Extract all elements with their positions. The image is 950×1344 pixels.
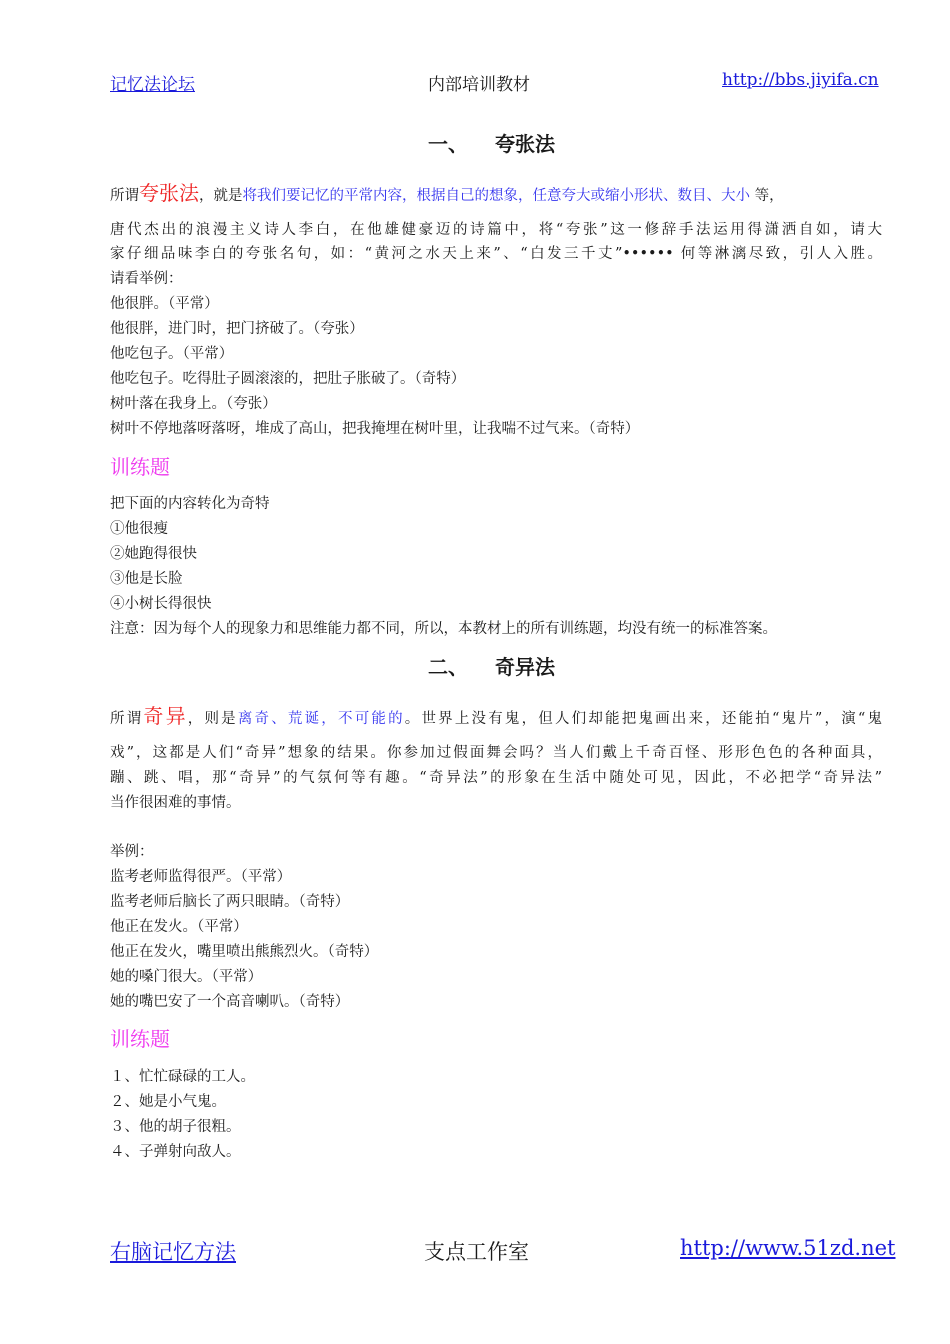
training-item: ３、他的胡子很粗。: [110, 1119, 241, 1135]
header-url-link[interactable]: http://bbs.jiyifa.cn: [722, 70, 879, 90]
section2-number: 二、: [428, 655, 468, 679]
training-item: ②她跑得很快: [110, 546, 197, 562]
section2-title: 奇异法: [495, 655, 555, 679]
example-line: 她的嗓门很大。（平常）: [110, 969, 263, 985]
example-line: 监考老师后脑长了两只眼睛。（奇特）: [110, 894, 350, 910]
section1-title: 夸张法: [495, 132, 555, 156]
section2-paragraph-line: 蹦、跳、唱，那“奇异”的气氛何等有趣。“奇异法”的形象在生活中随处可见，因此，不必把学“奇异法”: [110, 770, 882, 786]
section2-heading: [428, 651, 555, 680]
section1-number: 一、: [428, 132, 468, 156]
training-item: ③他是长脸: [110, 571, 183, 587]
example-line: 监考老师监得很严。（平常）: [110, 869, 292, 885]
intro-suffix: 等，: [750, 188, 784, 204]
training-intro: 把下面的内容转化为奇特: [110, 496, 270, 512]
intro-prefix: 所谓: [110, 188, 139, 204]
term-definition: 将我们要记忆的平常内容，根据自己的想象，任意夸大或缩小形状、数目、大小: [242, 188, 750, 204]
intro-rest: 。世界上没有鬼，但人们却能把鬼画出来，还能拍“鬼片”，演“鬼: [404, 711, 883, 727]
intro-prefix: 所谓: [110, 711, 144, 727]
example-line: 他吃包子。（平常）: [110, 346, 234, 362]
section2-paragraph-line: 戏”，这都是人们“奇异”想象的结果。你参加过假面舞会吗？当人们戴上千奇百怪、形形色色的各种面具，: [110, 745, 882, 761]
term-qiyi: 奇异: [143, 704, 188, 728]
example-line: 他很胖，进门时，把门挤破了。（夸张）: [110, 321, 364, 337]
section1-training-title: 训练题: [110, 455, 170, 479]
example-line: 树叶不停地落呀落呀，堆成了高山，把我掩埋在树叶里，让我喘不过气来。（奇特）: [110, 421, 640, 437]
section1-example-label: 请看举例：: [110, 271, 183, 287]
example-line: 他吃包子。吃得肚子圆滚滚的，把肚子胀破了。（奇特）: [110, 371, 466, 387]
section1-heading: [428, 128, 555, 157]
example-line: 他很胖。（平常）: [110, 296, 219, 312]
footer-method-link[interactable]: 右脑记忆方法: [110, 1240, 236, 1264]
training-note: 注意：因为每个人的现象力和思维能力都不同，所以，本教材上的所有训练题，均没有统一的标准答案。: [110, 621, 777, 637]
section2-paragraph-line: 当作很困难的事情。: [110, 795, 241, 811]
header-forum-link[interactable]: 记忆法论坛: [110, 75, 195, 95]
section2-intro: [110, 700, 882, 728]
example-line: 树叶落在我身上。（夸张）: [110, 396, 277, 412]
section2-training-title: 训练题: [110, 1027, 170, 1051]
training-item: ４、子弹射向敌人。: [110, 1144, 241, 1160]
training-item: ④小树长得很快: [110, 596, 212, 612]
example-line: 她的嘴巴安了一个高音喇叭。（奇特）: [110, 994, 350, 1010]
training-item: ①他很瘦: [110, 521, 168, 537]
training-item: １、忙忙碌碌的工人。: [110, 1069, 255, 1085]
intro-connector: ，就是: [199, 188, 243, 204]
term-kuazhang: 夸张法: [139, 181, 199, 205]
footer-url-link[interactable]: http://www.51zd.net: [680, 1236, 896, 1260]
header-title: 内部培训教材: [428, 75, 530, 95]
footer-studio: 支点工作室: [424, 1240, 529, 1264]
section1-paragraph-line: 唐代杰出的浪漫主义诗人李白，在他雄健豪迈的诗篇中，将“夸张”这一修辞手法运用得潇洒自如，请大: [110, 222, 882, 238]
section1-paragraph-line: 家仔细品味李白的夸张名句，如：“黄河之水天上来”、“白发三千丈”•••••• 何等淋漓尽致，引人入胜。: [110, 246, 882, 262]
training-item: ２、她是小气鬼。: [110, 1094, 226, 1110]
term-definition: 离奇、荒诞，不可能的: [237, 711, 405, 727]
intro-connector: ，则是: [187, 711, 238, 727]
section1-intro: [110, 177, 784, 206]
section2-example-label: 举例：: [110, 844, 154, 860]
example-line: 他正在发火，嘴里喷出熊熊烈火。（奇特）: [110, 944, 379, 960]
example-line: 他正在发火。（平常）: [110, 919, 248, 935]
